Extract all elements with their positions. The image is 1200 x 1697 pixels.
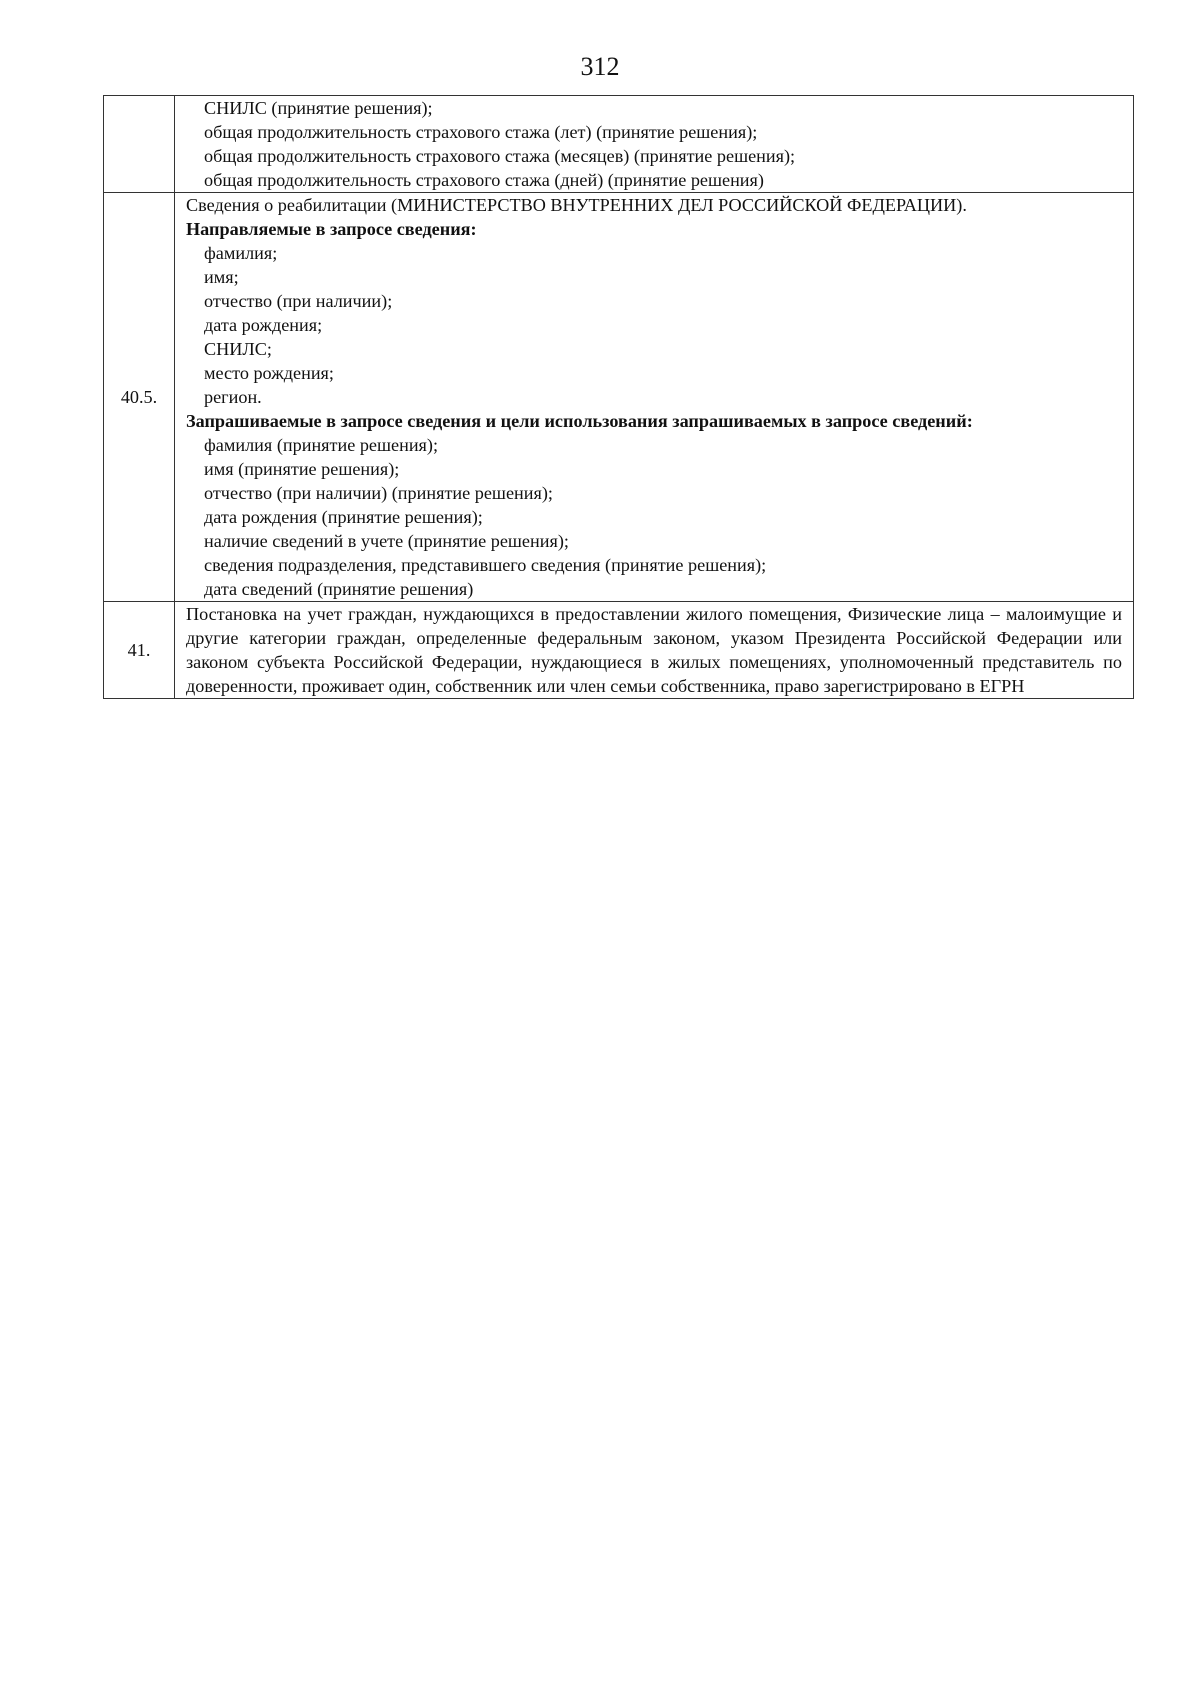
- list-item: фамилия;: [204, 243, 278, 263]
- list-item: общая продолжительность страхового стажа (дней) (принятие решения): [204, 170, 764, 190]
- requested-data-heading: Запрашиваемые в запросе сведения и цели использования запрашиваемых в запросе сведений:: [186, 411, 973, 431]
- row-number-cell: [104, 96, 175, 193]
- list-item: дата сведений (принятие решения): [204, 579, 474, 599]
- section-title: Сведения о реабилитации (МИНИСТЕРСТВО ВНУТРЕННИХ ДЕЛ РОССИЙСКОЙ ФЕДЕРАЦИИ).: [186, 195, 967, 215]
- page-number: 312: [580, 52, 620, 81]
- table-row-40-5: [104, 193, 1134, 602]
- list-item: сведения подразделения, представившего сведения (принятие решения);: [204, 555, 767, 575]
- table-row-41: [104, 602, 1134, 699]
- list-item: общая продолжительность страхового стажа (месяцев) (принятие решения);: [204, 146, 796, 166]
- list-item: фамилия (принятие решения);: [204, 435, 439, 455]
- list-item: дата рождения (принятие решения);: [204, 507, 483, 527]
- list-item: имя;: [204, 267, 239, 287]
- list-item: дата рождения;: [204, 315, 323, 335]
- list-item: отчество (при наличии) (принятие решения);: [204, 483, 553, 503]
- row-number-cell: 40.5.: [104, 193, 175, 602]
- list-item: СНИЛС (принятие решения);: [204, 98, 433, 118]
- list-item: имя (принятие решения);: [204, 459, 400, 479]
- document-table: [103, 95, 1134, 699]
- row-content-cell: [175, 193, 1134, 602]
- table-row-continuation: [104, 96, 1134, 193]
- service-description: Постановка на учет граждан, нуждающихся в предоставлении жилого помещения, Физические лица – малоимущие и другие категории граждан, определенные федеральным законом, указом Президента Российской Федерации или законом субъекта Российской Федерации, нуждающиеся в жилых помещениях, уполномоченный представитель по доверенности, проживает один, собственник или член семьи собственника, право зарегистрировано в ЕГРН: [186, 604, 1122, 696]
- row-content-cell: [175, 602, 1134, 699]
- list-item: отчество (при наличии);: [204, 291, 393, 311]
- list-item: СНИЛС;: [204, 339, 272, 359]
- list-item: место рождения;: [204, 363, 334, 383]
- list-item: общая продолжительность страхового стажа (лет) (принятие решения);: [204, 122, 758, 142]
- list-item: наличие сведений в учете (принятие решения);: [204, 531, 569, 551]
- row-content-cell: [175, 96, 1134, 193]
- list-item: регион.: [204, 387, 262, 407]
- sent-data-heading: Направляемые в запросе сведения:: [186, 219, 477, 239]
- row-number-cell: 41.: [104, 602, 175, 699]
